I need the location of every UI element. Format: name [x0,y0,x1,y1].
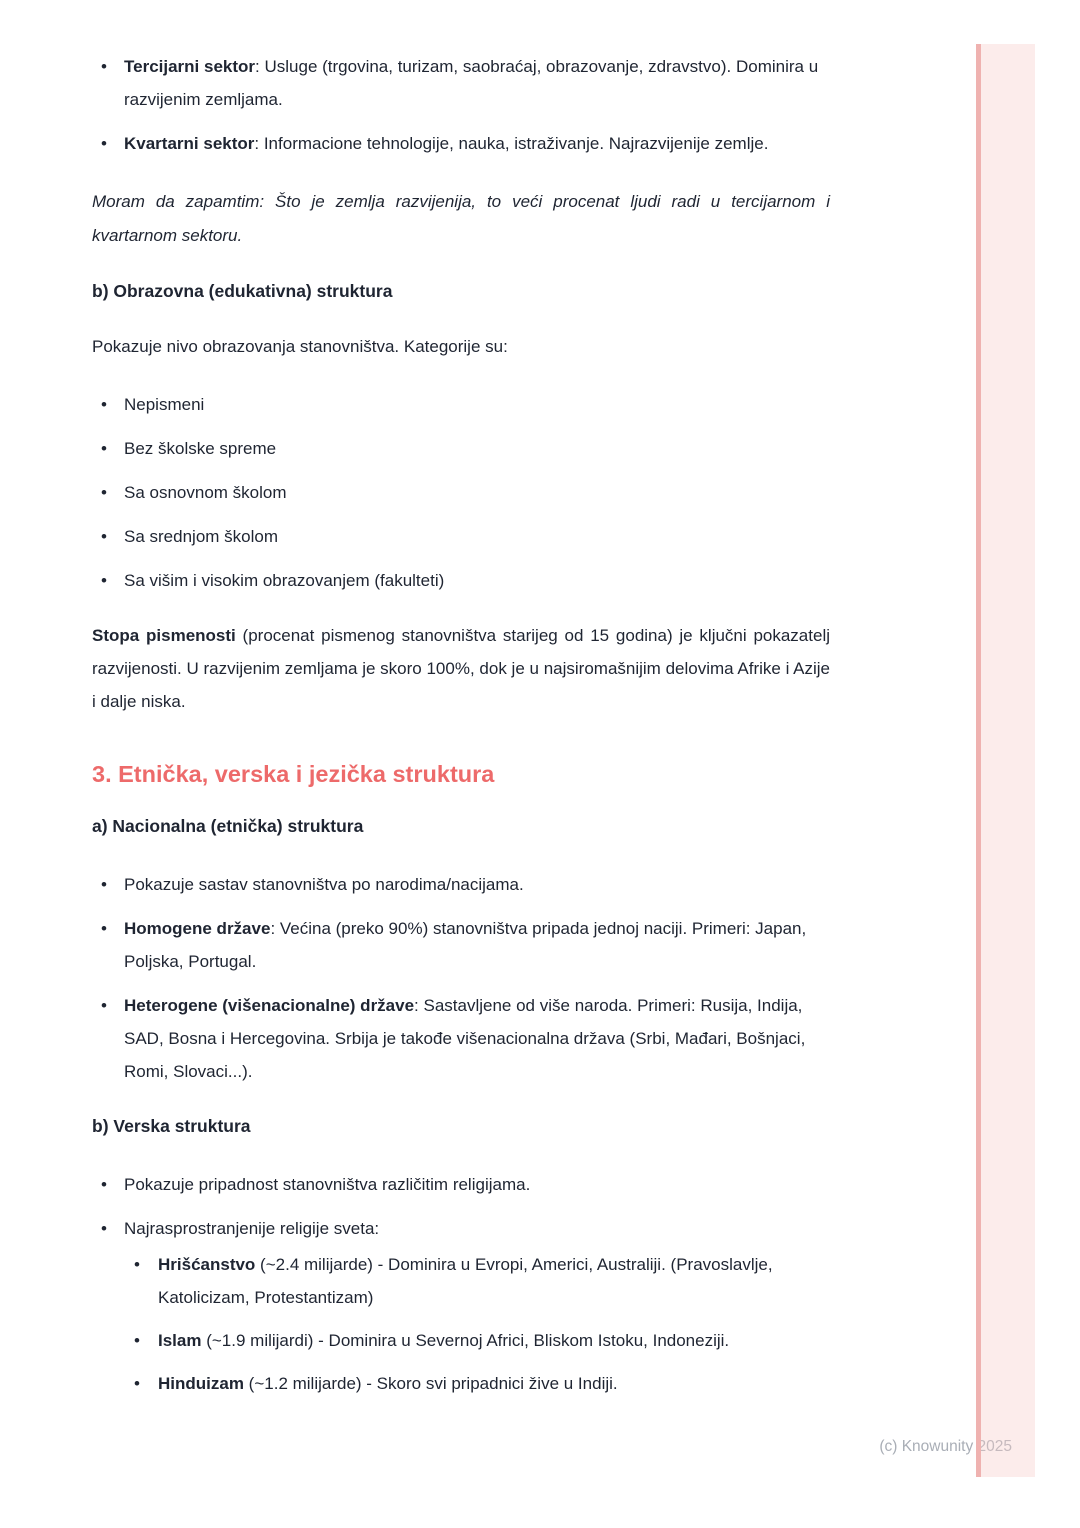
list-item [92,912,830,978]
list-item [92,1168,830,1201]
list-item [92,868,830,901]
national-structure-list [92,868,830,1088]
list-item [92,1212,830,1400]
list-item-text [158,1324,830,1357]
national-structure-heading: a) Nacionalna (etnička) struktura [92,816,364,836]
note-paragraph: Moram da zapamtim: Što je zemlja razvijenija, to veći procenat ljudi radi u tercijarnom i kvartarnom sektoru. [92,192,830,245]
list-item-text: Sa osnovnom školom [124,483,287,502]
list-item [92,50,830,116]
bullet-icon: • [134,1255,140,1274]
bullet-icon: • [101,571,107,590]
definition: : Usluge (trgovina, turizam, saobraćaj, obrazovanje, zdravstvo). Dominira u razvijenim zemljama. [124,57,819,109]
bullet-icon: • [101,919,107,938]
term: Islam [158,1331,202,1350]
section-3-heading: 3. Etnička, verska i jezička struktura [92,761,495,787]
bullet-icon: • [101,57,107,76]
religion-structure-list [92,1168,830,1400]
list-item-body [124,1212,830,1400]
religions-list [134,1248,830,1400]
list-item-text [158,1248,830,1314]
list-item [134,1248,830,1314]
term: Heterogene (višenacionalne) države [124,996,415,1015]
bullet-icon: • [101,439,107,458]
education-heading: b) Obrazovna (edukativna) struktura [92,281,393,301]
literacy-paragraph [92,619,830,718]
term: Hrišćanstvo [158,1255,256,1274]
religion-structure-heading: b) Verska struktura [92,1116,251,1136]
list-item-text [124,868,830,901]
definition: (procenat pismenog stanovništva starijeg od 15 godina) je ključni pokazatelj razvijenosti. U razvijenim zemljama je skoro 100%, dok je u najsiromašnijim delovima Afrike i Azije i dalje niska. [92,626,830,711]
list-item [92,127,830,160]
list-item-text: Bez školske spreme [124,439,277,458]
list-item-text: Najrasprostranjenije religije sveta: [124,1219,380,1238]
term: Kvartarni sektor [124,134,255,153]
list-item-text: Nepismeni [124,395,205,414]
list-item-text: Sa višim i visokim obrazovanjem (fakulteti) [124,571,445,590]
bullet-icon: • [101,395,107,414]
bullet-icon: • [101,996,107,1015]
definition: (~2.4 milijarde) - Dominira u Evropi, Americi, Australiji. (Pravoslavlje, Katolicizam, Protestantizam) [158,1255,773,1307]
document-content [92,50,830,1400]
definition: (~1.9 milijardi) - Dominira u Severnoj Africi, Bliskom Istoku, Indoneziji. [201,1331,730,1350]
list-item [134,1324,830,1357]
list-item-text [124,50,830,116]
term: Tercijarni sektor [124,57,256,76]
education-list [92,388,830,597]
highlight-stripe [976,44,1035,1477]
sector-list [92,50,830,160]
term: Homogene države [124,919,271,938]
bullet-icon: • [101,1175,107,1194]
list-item [134,1367,830,1400]
definition: Pokazuje sastav stanovništva po narodima/nacijama. [124,875,524,894]
bullet-icon: • [101,527,107,546]
watermark-text: (c) Knowunity 2025 [879,1438,1012,1455]
list-item [92,432,830,465]
education-intro: Pokazuje nivo obrazovanja stanovništva. Kategorije su: [92,337,508,356]
term: Hinduizam [158,1374,244,1393]
list-item [92,564,830,597]
bullet-icon: • [134,1331,140,1350]
list-item-text [124,989,830,1088]
list-item-text [124,127,830,160]
bullet-icon: • [101,875,107,894]
definition: : Sastavljene od više naroda. Primeri: Rusija, Indija, SAD, Bosna i Hercegovina. Srbija je takođe višenacionalna država (Srbi, Mađari, Bošnjaci, Romi, Slovaci...). [124,996,806,1081]
list-item [92,989,830,1088]
list-item-text: Pokazuje pripadnost stanovništva različitim religijama. [124,1175,531,1194]
bullet-icon: • [134,1374,140,1393]
bullet-icon: • [101,134,107,153]
bullet-icon: • [101,483,107,502]
list-item [92,476,830,509]
definition: (~1.2 milijarde) - Skoro svi pripadnici žive u Indiji. [243,1374,618,1393]
list-item [92,388,830,421]
list-item-text: Sa srednjom školom [124,527,279,546]
definition: : Informacione tehnologije, nauka, istraživanje. Najrazvijenije zemlje. [254,134,769,153]
definition: : Većina (preko 90%) stanovništva pripada jednoj naciji. Primeri: Japan, Poljska, Portugal. [124,919,807,971]
list-item-text [158,1367,830,1400]
list-item-text [124,912,830,978]
list-item [92,520,830,553]
term: Stopa pismenosti [92,626,236,645]
bullet-icon: • [101,1219,107,1238]
